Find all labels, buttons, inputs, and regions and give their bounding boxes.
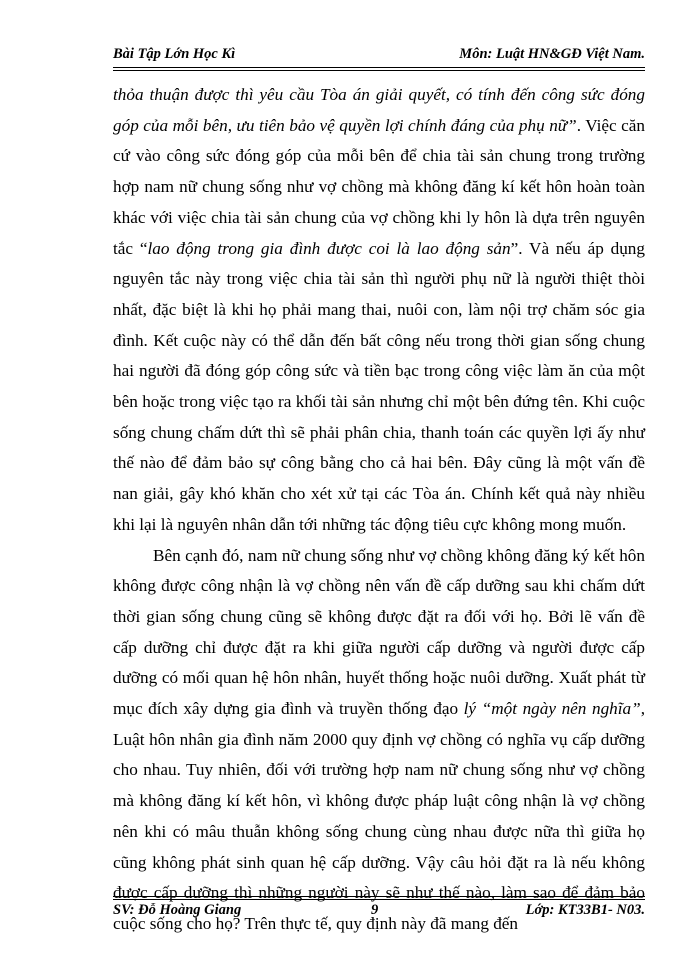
footer-class: Lớp: KT33B1- N03. (525, 902, 645, 918)
text-run: , Luật hôn nhân gia đình năm 2000 quy định vợ chồng có nghĩa vụ cấp dưỡng cho nhau. Tuy nhiên, đối với trường hợp nam nữ chung sống như vợ chồng mà không đăng kí kết hôn, vì không được pháp luật công nhận là vợ chồng nên khi có mâu thuẫn không sống chung cùng nhau được nữa thì giữa họ cũng không phát sinh quan hệ cấp dưỡng. Vậy câu hỏi đặt ra là nếu không được cấp dưỡng thì những người này sẽ như thế nào, làm sao để đảm bảo cuộc sống cho họ? Trên thực tế, quy định này đã mang đến (113, 699, 645, 933)
text-run: ”. Và nếu áp dụng nguyên tắc này trong việc chia tài sản thì người phụ nữ là người thiệt thòi nhất, đặc biệt là khi họ phải mang thai, nuôi con, làm nội trợ chăm sóc gia đình. Kết cuộc này có thể dẫn đến bất công nếu trong thời gian sống chung hai người đã đóng góp công sức và tiền bạc trong công việc làm ăn của một bên hoặc trong việc tạo ra khối tài sản nhưng chỉ một bên đứng tên. Khi cuộc sống chung chấm dứt thì sẽ phải phân chia, thanh toán các quyền lợi ấy như thế nào để đảm bảo sự công bằng cho cả hai bên. Đây cũng là một vấn đề nan giải, gây khó khăn cho xét xử tại các Tòa án. Chính kết quả này nhiều khi lại là nguyên nhân dẫn tới những tác động tiêu cực không mong muốn. (113, 238, 645, 534)
text-run: Bên cạnh đó, nam nữ chung sống như vợ chồng không đăng ký kết hôn không được công nhận là vợ chồng nên vấn đề cấp dưỡng sau khi chấm dứt thời gian sống chung cũng sẽ không được đặt ra đối với họ. Bởi lẽ vấn đề cấp dưỡng chỉ được đặt ra khi giữa người cấp dưỡng và người được cấp dưỡng có mối quan hệ hôn nhân, huyết thống hoặc nuôi dưỡng. Xuất phát từ mục đích xây dựng gia đình và truyền thống đạo (113, 545, 645, 719)
paragraph-2 (113, 541, 645, 940)
text-run: thỏa thuận được thì yêu cầu Tòa án giải quyết, có tính đến công sức đóng góp của mỗi bên, ưu tiên bảo vệ quyền lợi chính đáng của phụ nữ” (113, 85, 645, 135)
page-footer (113, 900, 645, 922)
header-subject: Môn: Luật HN&GĐ Việt Nam. (459, 46, 645, 62)
page-number: 9 (371, 902, 379, 918)
text-run: lao động trong gia đình được coi là lao động sản (147, 238, 511, 258)
footer-student-name: SV: Đỗ Hoàng Giang (113, 902, 242, 918)
page-header (113, 44, 645, 66)
header-rule (113, 67, 645, 71)
text-run: . Việc căn cứ vào công sức đóng góp của mỗi bên để chia tài sản chung trong trường hợp nam nữ chung sống như vợ chồng mà không đăng kí kết hôn hoàn toàn khác với việc chia tài sản chung của vợ chồng khi ly hôn là dựa trên nguyên tắc “ (113, 115, 646, 258)
document-body (113, 80, 645, 940)
paragraph-1 (113, 80, 645, 541)
text-run: lý “một ngày nên nghĩa” (463, 699, 641, 719)
header-course-title: Bài Tập Lớn Học Kì (113, 46, 236, 62)
